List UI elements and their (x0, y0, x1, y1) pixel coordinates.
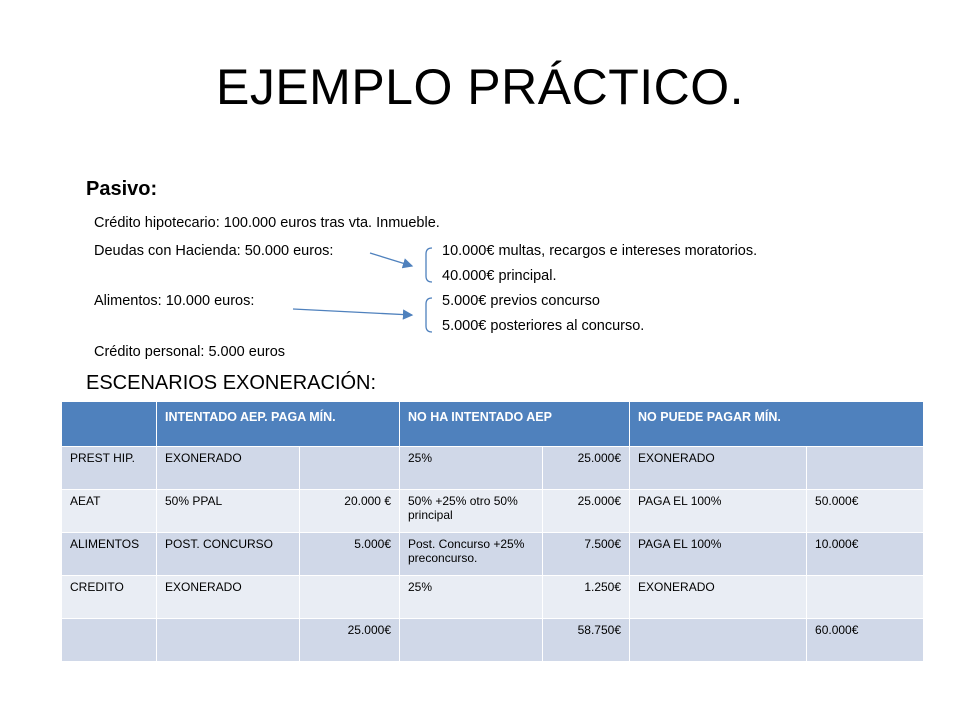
cell-amount: 10.000€ (807, 533, 924, 576)
cell-text: 50% +25% otro 50% principal (400, 490, 543, 533)
cell-amount: 20.000 € (300, 490, 400, 533)
cell-label: AEAT (62, 490, 157, 533)
cell-text: EXONERADO (630, 576, 807, 619)
brace-alimentos (426, 298, 432, 332)
cell-amount (300, 576, 400, 619)
cell-text: EXONERADO (157, 576, 300, 619)
escenarios-heading: ESCENARIOS EXONERACIÓN: (86, 372, 377, 394)
pasivo-hacienda-multas: 10.000€ multas, recargos e intereses moratorios. (442, 243, 758, 259)
pasivo-line-hacienda: Deudas con Hacienda: 50.000 euros: (94, 243, 334, 259)
cell-amount: 50.000€ (807, 490, 924, 533)
cell-text: 25% (400, 447, 543, 490)
cell-total: 25.000€ (300, 619, 400, 662)
cell-label (62, 619, 157, 662)
cell-label: PREST HIP. (62, 447, 157, 490)
header-no-puede-pagar: NO PUEDE PAGAR MÍN. (630, 402, 924, 447)
cell-total: 58.750€ (543, 619, 630, 662)
table-row (62, 490, 924, 533)
header-no-ha-intentado-aep: NO HA INTENTADO AEP (400, 402, 630, 447)
arrow-alimentos (293, 309, 412, 315)
cell-label: CREDITO (62, 576, 157, 619)
cell-amount (807, 576, 924, 619)
arrow-hacienda (370, 253, 412, 266)
cell-amount: 25.000€ (543, 447, 630, 490)
cell-text: EXONERADO (157, 447, 300, 490)
brace-hacienda (426, 248, 432, 282)
cell-text: 50% PPAL (157, 490, 300, 533)
pasivo-alimentos-posteriores: 5.000€ posteriores al concurso. (442, 318, 645, 334)
cell-total: 60.000€ (807, 619, 924, 662)
pasivo-heading: Pasivo: (86, 178, 158, 200)
cell-label: ALIMENTOS (62, 533, 157, 576)
pasivo-alimentos-previos: 5.000€ previos concurso (442, 293, 600, 309)
cell-amount (807, 447, 924, 490)
cell-amount: 7.500€ (543, 533, 630, 576)
cell-text: EXONERADO (630, 447, 807, 490)
pasivo-line-hipotecario: Crédito hipotecario: 100.000 euros tras vta. Inmueble. (94, 215, 440, 231)
cell-text (630, 619, 807, 662)
table-row (62, 533, 924, 576)
cell-amount: 5.000€ (300, 533, 400, 576)
cell-text (157, 619, 300, 662)
table-row-totals (62, 619, 924, 662)
header-cell-empty (62, 402, 157, 447)
escenarios-table (61, 401, 924, 662)
header-intentado-aep: INTENTADO AEP. PAGA MÍN. (157, 402, 400, 447)
table-row (62, 576, 924, 619)
cell-text (400, 619, 543, 662)
cell-text: PAGA EL 100% (630, 533, 807, 576)
cell-text: POST. CONCURSO (157, 533, 300, 576)
cell-amount: 25.000€ (543, 490, 630, 533)
cell-text: Post. Concurso +25% preconcurso. (400, 533, 543, 576)
cell-amount (300, 447, 400, 490)
table-header-row (62, 402, 924, 447)
cell-text: PAGA EL 100% (630, 490, 807, 533)
pasivo-line-personal: Crédito personal: 5.000 euros (94, 344, 286, 360)
pasivo-hacienda-principal: 40.000€ principal. (442, 268, 557, 284)
slide-title: EJEMPLO PRÁCTICO. (215, 59, 745, 115)
table-row (62, 447, 924, 490)
cell-text: 25% (400, 576, 543, 619)
cell-amount: 1.250€ (543, 576, 630, 619)
pasivo-line-alimentos: Alimentos: 10.000 euros: (94, 293, 255, 309)
